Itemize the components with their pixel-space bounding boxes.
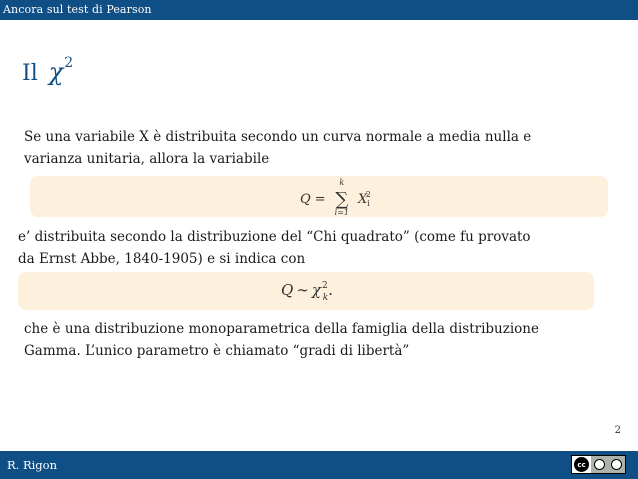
paragraph-gamma [24,318,539,362]
summation-symbol: ∑ [335,189,349,210]
formula-distribution-lhs: Q [281,281,294,299]
paragraph-definition-line1: Se una variabile X è distribuita secondo un curva normale a media nulla e [24,129,532,145]
cc-logo-icon: cc [574,457,589,472]
paragraph-chi-square-line2: da Ernst Abbe, 1840-1905) e si indica con [18,251,306,267]
header-title: Ancora sul test di Pearson [3,3,152,16]
slide-title [22,54,74,86]
cc-conditions-icon [591,456,625,473]
slide-title-text: Il [22,61,38,86]
formula-distribution-end: . [328,281,333,299]
footer-bar [0,451,638,479]
formula-sum [300,178,371,217]
footer-author: R. Rigon [7,458,57,472]
paragraph-chi-square-line1: e’ distribuita secondo la distribuzione del “Chi quadrato” (come fu provato [18,229,531,245]
formula-sum-lhs: Q = [300,192,326,207]
formula-sum-term-sup: 2 [365,190,371,199]
slide-title-chi-symbol: χ [48,58,64,86]
header-bar [0,0,638,20]
formula-distribution [281,281,333,303]
formula-sum-term-sub: i [367,199,370,208]
paragraph-chi-square [18,226,531,270]
formula-distribution-relation: ∼ [296,281,309,299]
sa-icon [611,459,622,470]
formula-box-sum [30,176,608,217]
creative-commons-by-sa-icon[interactable] [571,455,626,474]
summation-lower: i=1 [334,208,349,217]
formula-distribution-sub: k [322,293,329,303]
formula-box-distribution [18,272,594,310]
slide-title-superscript: 2 [64,54,74,71]
formula-distribution-sup: 2 [321,281,328,291]
formula-sum-term: X [357,192,368,207]
paragraph-gamma-line2: Gamma. L’unico parametro è chiamato “gradi di libertà” [24,343,410,359]
paragraph-definition-line2: varianza unitaria, allora la variabile [24,151,270,167]
paragraph-definition [24,126,531,170]
summation [332,178,352,217]
formula-distribution-chi: χ [311,281,321,299]
by-icon [594,459,605,470]
summation-upper: k [339,178,345,187]
paragraph-gamma-line1: che è una distribuzione monoparametrica della famiglia della distribuzione [24,321,539,337]
page-number: 2 [614,425,621,436]
